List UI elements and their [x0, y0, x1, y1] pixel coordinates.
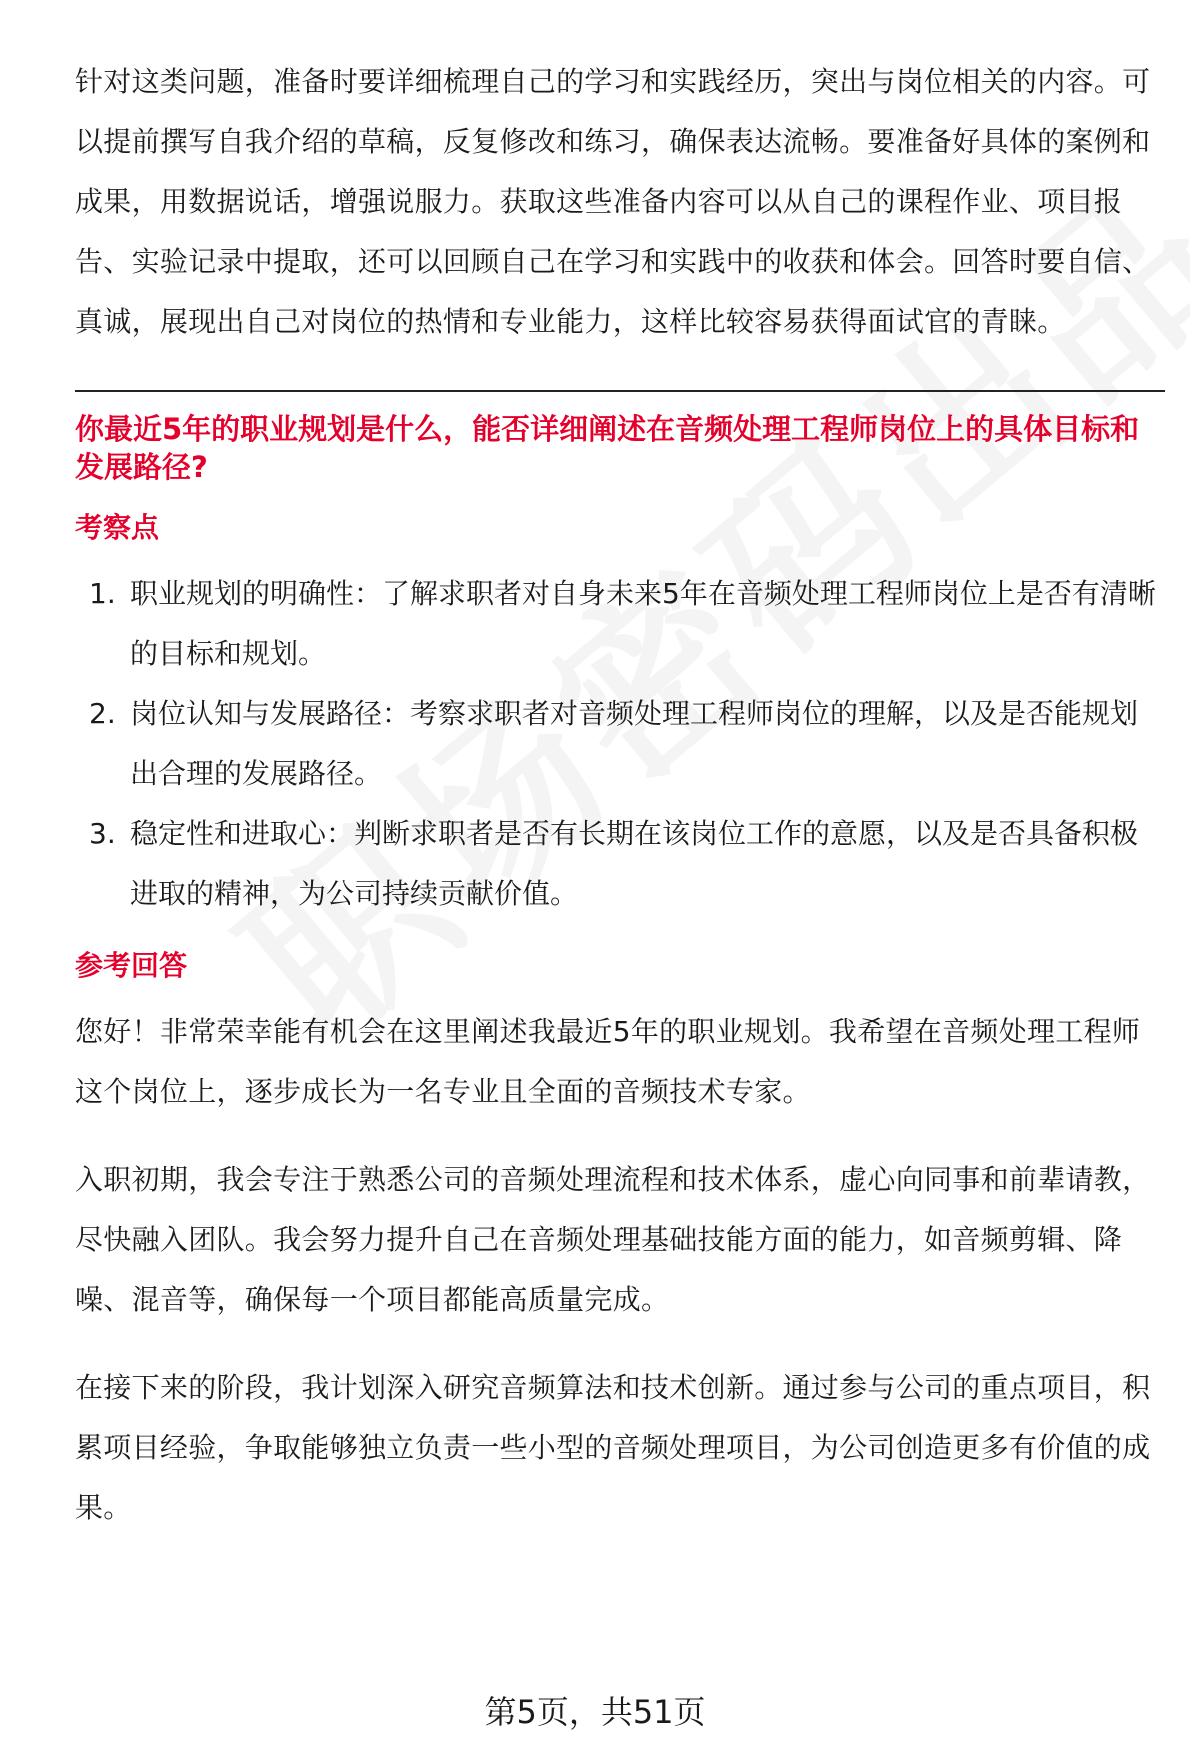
- list-item-text: 岗位认知与发展路径：考察求职者对音频处理工程师岗位的理解，以及是否能规划出合理的发展路径。: [130, 697, 1139, 790]
- list-item: [75, 684, 1165, 804]
- question-heading: 你最近5年的职业规划是什么，能否详细阐述在音频处理工程师岗位上的具体目标和发展路径?: [75, 412, 1140, 484]
- page-content: [75, 52, 1165, 1538]
- section-divider: [75, 390, 1165, 392]
- answer-paragraph: 在接下来的阶段，我计划深入研究音频算法和技术创新。通过参与公司的重点项目，积累项目经验，争取能够独立负责一些小型的音频处理项目，为公司创造更多有价值的成果。: [75, 1371, 1151, 1524]
- page-number: 第5页，共51页: [484, 1693, 706, 1731]
- list-item-text: 职业规划的明确性：了解求职者对自身未来5年在音频处理工程师岗位上是否有清晰的目标和规划。: [130, 577, 1156, 670]
- list-item-number: 1.: [89, 577, 116, 610]
- answer-paragraph: 您好！非常荣幸能有机会在这里阐述我最近5年的职业规划。我希望在音频处理工程师这个岗位上，逐步成长为一名专业且全面的音频技术专家。: [75, 1015, 1141, 1108]
- list-item: [75, 804, 1165, 924]
- focus-heading: 考察点: [75, 511, 160, 544]
- intro-paragraph: 针对这类问题，准备时要详细梳理自己的学习和实践经历，突出与岗位相关的内容。可以提前撰写自我介绍的草稿，反复修改和练习，确保表达流畅。要准备好具体的案例和成果，用数据说话，增强说服力。获取这些准备内容可以从自己的课程作业、项目报告、实验记录中提取，还可以回顾自己在学习和实践中的收获和体会。回答时要自信、真诚，展现出自己对岗位的热情和专业能力，这样比较容易获得面试官的青睐。: [75, 65, 1151, 338]
- list-item: [75, 564, 1165, 684]
- focus-points-list: [75, 564, 1165, 924]
- list-item-number: 3.: [89, 817, 116, 850]
- answer-paragraph: 入职初期，我会专注于熟悉公司的音频处理流程和技术体系，虚心向同事和前辈请教，尽快融入团队。我会努力提升自己在音频处理基础技能方面的能力，如音频剪辑、降噪、混音等，确保每一个项目都能高质量完成。: [75, 1163, 1151, 1316]
- list-item-number: 2.: [89, 697, 116, 730]
- answer-heading: 参考回答: [75, 949, 188, 982]
- list-item-text: 稳定性和进取心：判断求职者是否有长期在该岗位工作的意愿，以及是否具备积极进取的精神，为公司持续贡献价值。: [130, 817, 1139, 910]
